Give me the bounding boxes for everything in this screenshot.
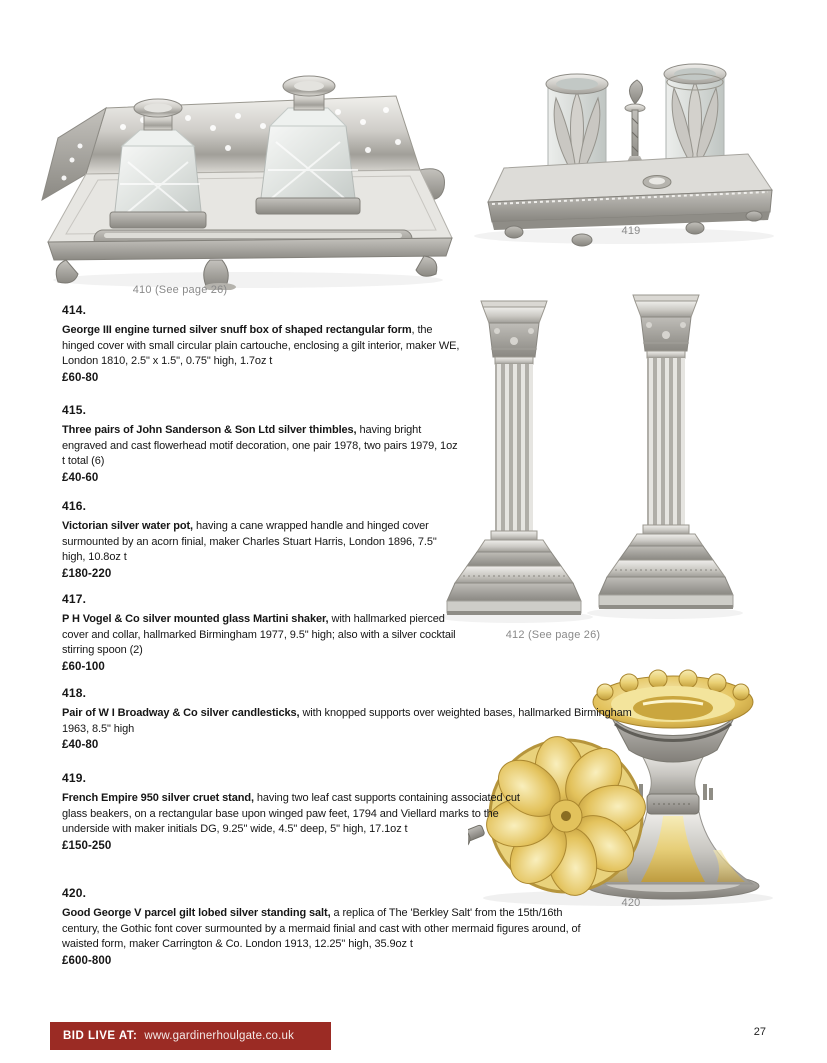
bid-live-banner xyxy=(50,1022,331,1050)
inkstand-illustration xyxy=(28,42,460,290)
lot-entry-420 xyxy=(62,886,592,967)
lot-entry-418 xyxy=(62,686,637,751)
center-handle xyxy=(622,80,648,173)
lot-title: French Empire 950 silver cruet stand, xyxy=(62,792,254,804)
lot-desc-text: a replica of The 'Berkley Salt' from the 15th/16th century, the Gothic font cover surmounted by a mermaid finial and cast with other mermaid figures around, of waisted form, maker Carrington & Co. London 1913, 12.25" high, 35.9oz t xyxy=(62,907,581,950)
lot-estimate: £600-800 xyxy=(62,954,112,967)
lot-desc-text: , the hinged cover with small circular plain cartouche, enclosing a gilt interior, maker WE, London 1810, 2.5" x 1.5", 0.75" high, 1.7oz t xyxy=(62,324,460,367)
lot-desc-text: having two leaf cast supports containing associated cut glass beakers, on a rectangular base upon winged paw feet, 1794 and Viellard marks to the underside with maker initials DG, 9.25" wide, 4.5" deep, 5" high, 17.1oz t xyxy=(62,792,520,835)
lot-title: George III engine turned silver snuff box of shaped rectangular form xyxy=(62,324,412,336)
lot-419-photo xyxy=(452,52,790,253)
lot-entry-419 xyxy=(62,771,532,852)
lot-desc-text: having bright engraved and cast flowerhead motif decoration, one pair 1978, two pairs 1979, 1oz t total (6) xyxy=(62,424,458,467)
candlesticks-illustration xyxy=(425,283,755,629)
candlestick-left xyxy=(447,301,581,615)
lot-412-photo xyxy=(425,283,755,634)
lot-410-photo xyxy=(28,42,460,295)
caption-lot-412: 412 (See page 26) xyxy=(505,629,601,641)
bid-live-label: BID LIVE AT: xyxy=(63,1030,138,1042)
lot-number: 414. xyxy=(62,303,87,317)
lot-estimate: £60-100 xyxy=(62,660,105,673)
lot-estimate: £180-220 xyxy=(62,567,112,580)
glass-bottle xyxy=(256,76,360,214)
lot-title: Three pairs of John Sanderson & Son Ltd silver thimbles, xyxy=(62,424,357,436)
lot-number: 416. xyxy=(62,499,87,513)
lot-entry-414 xyxy=(62,303,462,384)
candlestick-right xyxy=(599,295,733,609)
caption-lot-420: 420 xyxy=(621,897,641,909)
lot-estimate: £150-250 xyxy=(62,839,112,852)
lot-number: 417. xyxy=(62,592,87,606)
lot-description xyxy=(62,519,457,566)
lot-number: 415. xyxy=(62,403,87,417)
lot-description xyxy=(62,791,532,838)
lot-title: Victorian silver water pot, xyxy=(62,520,193,532)
lot-description xyxy=(62,423,462,470)
caption-lot-410: 410 (See page 26) xyxy=(132,284,228,296)
lot-description xyxy=(62,906,592,953)
lot-number: 418. xyxy=(62,686,87,700)
lot-description xyxy=(62,612,462,659)
page-number: 27 xyxy=(753,1026,766,1038)
lot-desc-text: with hallmarked pierced cover and collar, hallmarked Birmingham 1977, 9.5" high; also with a silver cocktail stirring spoon (2) xyxy=(62,613,456,656)
caption-lot-419: 419 xyxy=(621,225,641,237)
lot-title: Pair of W I Broadway & Co silver candlesticks, xyxy=(62,707,300,719)
lot-entry-415 xyxy=(62,403,462,484)
lot-estimate: £40-60 xyxy=(62,471,99,484)
lot-number: 420. xyxy=(62,886,87,900)
auction-website-url: www.gardinerhoulgate.co.uk xyxy=(144,1030,295,1042)
lot-title: Good George V parcel gilt lobed silver standing salt, xyxy=(62,907,331,919)
lot-entry-416 xyxy=(62,499,457,580)
lot-estimate: £40-80 xyxy=(62,739,99,751)
lot-description xyxy=(62,323,462,370)
lot-desc-text: having a cane wrapped handle and hinged cover surmounted by an acorn finial, maker Charles Stuart Harris, London 1896, 7.5" high, 10.8oz t xyxy=(62,520,437,563)
lot-entry-417 xyxy=(62,592,462,673)
cruet-stand-illustration xyxy=(452,52,790,248)
lot-title: P H Vogel & Co silver mounted glass Martini shaker, xyxy=(62,613,329,625)
lot-desc-text: with knopped supports over weighted bases, hallmarked Birmingham 1963, 8.5" high xyxy=(62,707,632,735)
lot-estimate: £60-80 xyxy=(62,371,99,384)
lot-number: 419. xyxy=(62,771,87,785)
lot-description xyxy=(62,706,637,737)
